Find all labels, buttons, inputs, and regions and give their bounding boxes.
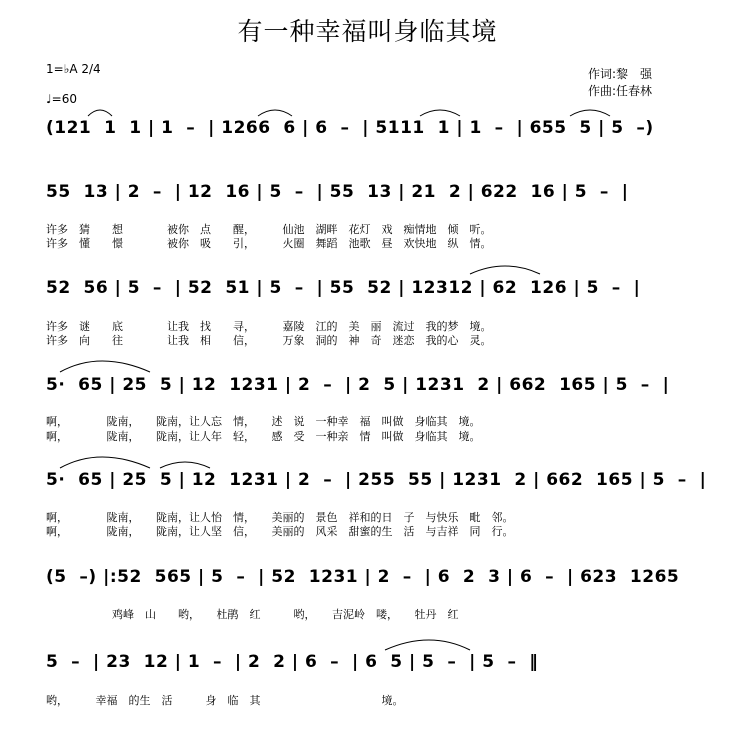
stave-3-lyric-2: 许多 向 往 让我 相 信， 万象 洞的 神 奇 迷恋 我的心 灵。 (46, 334, 492, 347)
stave-2-lyric-1: 许多 猜 想 被你 点 醒， 仙池 湖畔 花灯 戏 痴情地 倾 听。 (46, 223, 492, 236)
song-title: 有一种幸福叫身临其境 (237, 17, 498, 46)
stave-2-notes: 55 13 | 2 – | 12 16 | 5 – | 55 13 | 21 2 | 622 16 | 5 – | (46, 182, 629, 202)
slur (420, 110, 460, 116)
slur (385, 640, 470, 650)
stave-4-lyric-2: 啊， 陇南， 陇南，让人年 轻， 感 受 一种亲 情 叫做 身临其 境。 (46, 430, 481, 443)
tempo-marking: ♩=60 (46, 92, 77, 106)
composer-credit: 作曲:任春林 (588, 84, 653, 98)
credits (588, 66, 652, 100)
stave-5-lyric-2: 啊， 陇南， 陇南，让人坚 信， 美丽的 风采 甜蜜的生 活 与吉祥 同 行。 (46, 525, 514, 538)
stave-3-notes: 52 56 | 5 – | 52 51 | 5 – | 55 52 | 12312 | 62 126 | 5 – | (46, 278, 641, 298)
slur (258, 110, 292, 116)
stave-3-lyric-1: 许多 谜 底 让我 找 寻， 嘉陵 江的 美 丽 流过 我的梦 境。 (46, 320, 492, 333)
lyricist-credit: 作词:黎 强 (588, 67, 653, 81)
stave-7-notes: 5 – | 23 12 | 1 – | 2 2 | 6 – | 6 5 | 5 – | 5 – ‖ (46, 652, 539, 672)
stave-5-notes: 5· 65 | 25 5 | 12 1231 | 2 – | 255 55 | 1231 2 | 662 165 | 5 – | (46, 470, 707, 490)
key-signature: 1=♭A 2/4 (46, 62, 101, 76)
stave-6-lyric-1: 鸡峰 山 哟， 杜鹃 红 哟， 吉泥岭 喽， 牡丹 红 (46, 608, 459, 621)
stave-4-notes: 5· 65 | 25 5 | 12 1231 | 2 – | 2 5 | 1231 2 | 662 165 | 5 – | (46, 375, 670, 395)
stave-5-lyric-1: 啊， 陇南， 陇南，让人怡 情， 美丽的 景色 祥和的日 子 与快乐 毗 邻。 (46, 511, 514, 524)
slur (570, 110, 610, 116)
slur (88, 110, 112, 116)
slur (470, 266, 540, 274)
slur (60, 361, 150, 372)
slur (60, 457, 150, 468)
stave-1-notes: (121 1 1 | 1 – | 1266 6 | 6 – | 5111 1 | 1 – | 655 5 | 5 –) (46, 118, 654, 138)
stave-2-lyric-2: 许多 懂 憬 被你 吸 引， 火圈 舞蹈 池歌 昼 欢快地 纵 情。 (46, 237, 492, 250)
stave-4-lyric-1: 啊， 陇南， 陇南，让人忘 情， 述 说 一种幸 福 叫做 身临其 境。 (46, 415, 481, 428)
stave-6-notes: (5 –) |:52 565 | 5 – | 52 1231 | 2 – | 6 2 3 | 6 – | 623 1265 (46, 567, 680, 587)
stave-7-lyric-1: 哟， 幸福 的生 活 身 临 其 境。 (46, 694, 404, 707)
slur (160, 462, 210, 468)
